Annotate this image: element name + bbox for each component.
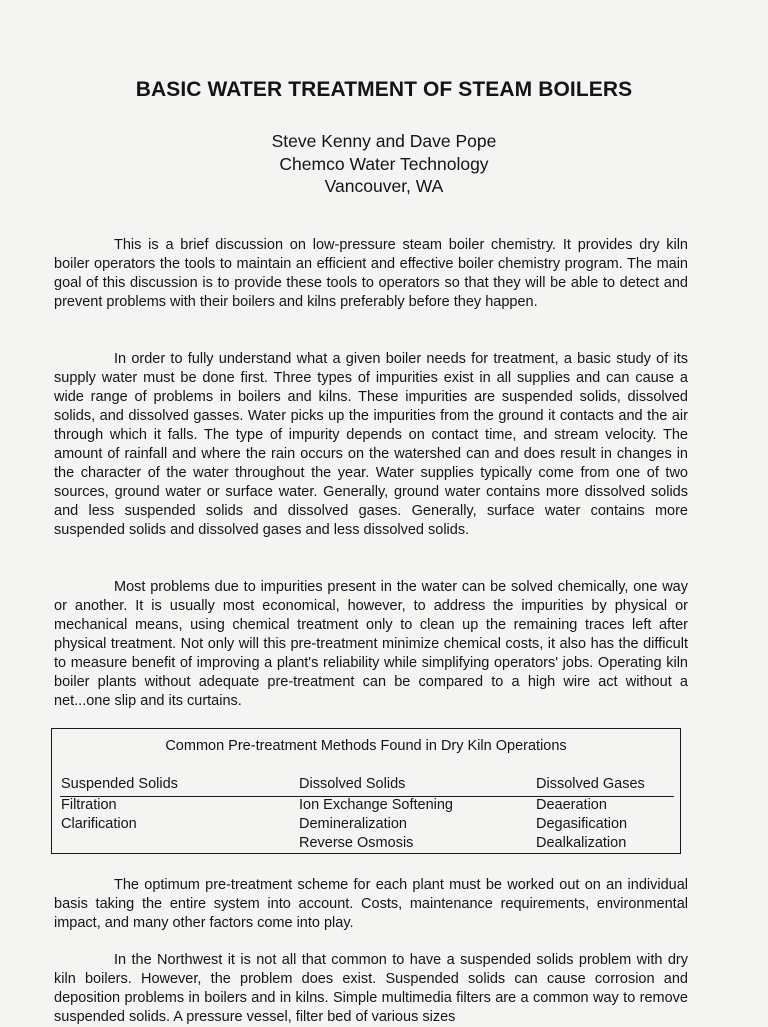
paragraph-impurities: In order to fully understand what a given boiler needs for treatment, a basic study of its supply water must be done first. Three types of impurities exist in all supplies and can cause a wide range of problems in boilers and kilns. These impurities are suspended solids, dissolved solids, and dissolved gasses. Water picks up the impurities from the ground it contacts and the air through which it falls. The type of impurity depends on contact time, and stream velocity. The amount of rainfall and where the rain occurs on the watershed can and does result in changes in the character of the water throughout the year. Water supplies typically come from one of two sources, ground water or surface water. Generally, ground water contains more dissolved solids and less suspended solids and dissolved gases. Generally, surface water contains more suspended solids and dissolved gases and less dissolved solids. <box>54 351 688 538</box>
table-cell: Reverse Osmosis <box>299 835 414 851</box>
table-header-dissolved-solids: Dissolved Solids <box>299 776 406 792</box>
paragraph-pretreatment: Most problems due to impurities present in the water can be solved chemically, one way or another. It is usually most economical, however, to address the impurities by physical or mechanical means, using chemical treatment only to clean up the remaining traces left after physical treatment. Not only will this pre-treatment minimize chemical costs, it also has the difficult to measure benefit of improving a plant's reliability while simplifying operators' jobs. Operating kiln boiler plants without adequate pre-treatment can be compared to a high wire act without a net...one slip and its curtains. <box>54 579 688 709</box>
paragraph-northwest: In the Northwest it is not all that common to have a suspended solids problem with dry kiln boilers. However, the problem does exist. Suspended solids can cause corrosion and deposition problems in boilers and in kilns. Simple multimedia filters are a common way to remove suspended solids. A pressure vessel, filter bed of various sizes <box>54 952 688 1025</box>
table-column-dissolved-gases <box>536 796 627 853</box>
table-cell: Deaeration <box>536 797 607 813</box>
table-caption: Common Pre-treatment Methods Found in Dry Kiln Operations <box>165 738 567 754</box>
authors: Steve Kenny and Dave Pope <box>271 131 497 151</box>
table-cell: Demineralization <box>299 816 407 832</box>
table-cell: Degasification <box>536 816 628 832</box>
table-cell: Filtration <box>61 797 117 813</box>
table-header-dissolved-gases: Dissolved Gases <box>536 776 645 792</box>
table-cell: Clarification <box>61 816 137 832</box>
paragraph-intro: This is a brief discussion on low-pressure steam boiler chemistry. It provides dry kiln boiler operators the tools to maintain an efficient and effective boiler chemistry program. The main goal of this discussion is to provide these tools to operators so that they will be able to detect and prevent problems with their boilers and kilns preferably before they happen. <box>54 237 688 310</box>
organization: Chemco Water Technology <box>279 153 489 174</box>
byline <box>0 130 768 198</box>
table-column-dissolved-solids <box>299 796 453 853</box>
table-header-suspended-solids: Suspended Solids <box>61 776 178 792</box>
document-title: BASIC WATER TREATMENT OF STEAM BOILERS <box>135 78 633 101</box>
paragraph-optimum-scheme: The optimum pre-treatment scheme for each plant must be worked out on an individual basis taking the entire system into account. Costs, maintenance requirements, environmental impact, and many other factors come into play. <box>54 877 688 931</box>
table-cell: Dealkalization <box>536 835 627 851</box>
table-column-suspended-solids <box>61 796 137 834</box>
table-cell: Ion Exchange Softening <box>299 797 453 813</box>
location: Vancouver, WA <box>324 176 444 196</box>
pretreatment-table <box>51 728 681 854</box>
